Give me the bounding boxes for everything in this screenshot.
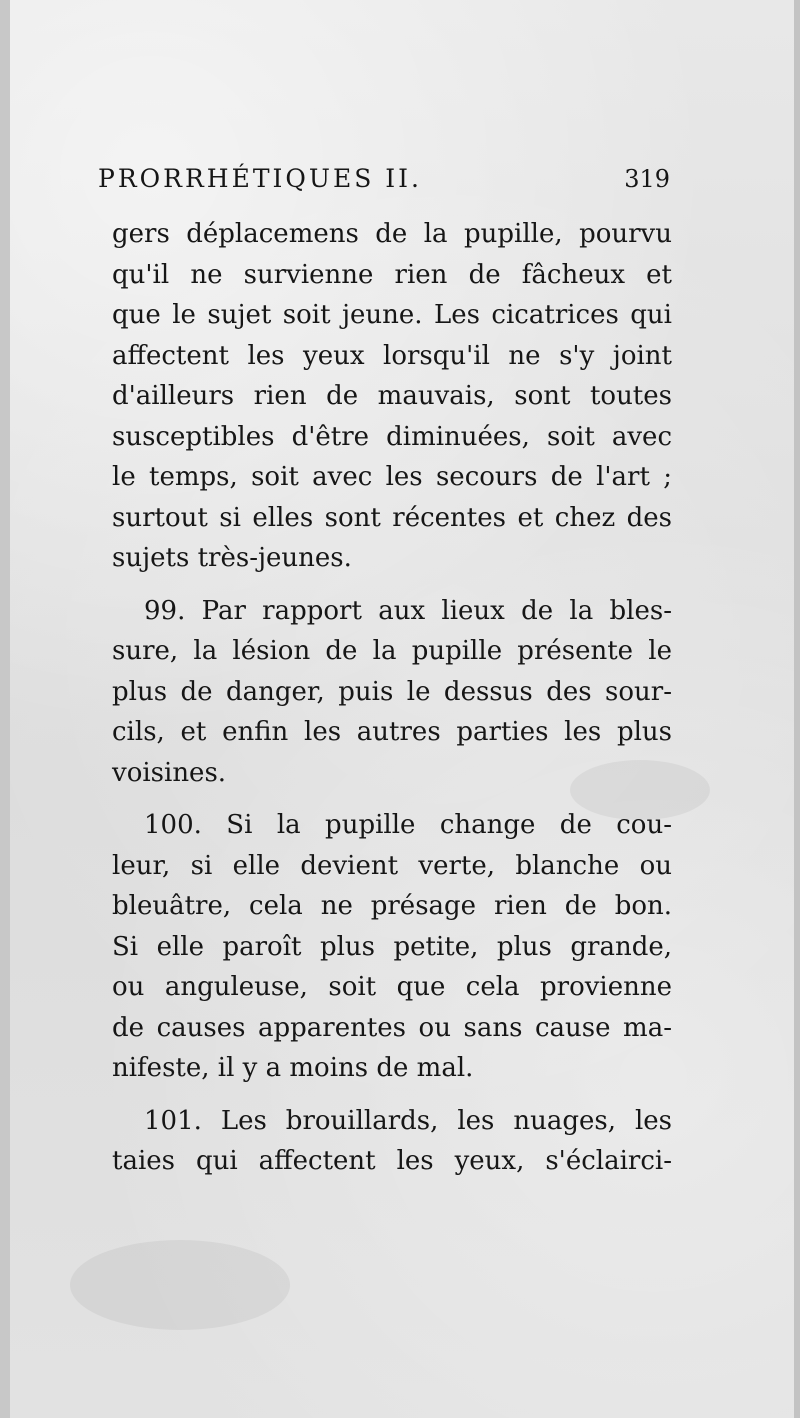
text-line: gers déplacemens de la pupille, pourvu	[112, 219, 672, 249]
text-line: sujets très-jeunes.	[112, 543, 352, 573]
text-line: 100. Si la pupille change de cou-	[144, 810, 672, 840]
text-line: 101. Les brouillards, les nuages, les	[144, 1105, 672, 1136]
paragraph-continuation	[112, 214, 672, 579]
text-line: susceptibles d'être diminuées, soit avec	[112, 421, 672, 452]
text-line: de causes apparentes ou sans cause ma-	[112, 1012, 672, 1043]
text-line: le temps, soit avec les secours de l'art ;	[112, 462, 672, 492]
text-line: cils, et enfin les autres parties les plus	[112, 717, 672, 747]
text-line: d'ailleurs rien de mauvais, sont toutes	[112, 381, 672, 411]
paragraph-100	[112, 805, 672, 1089]
text-line: qu'il ne survienne rien de fâcheux et	[112, 259, 672, 290]
paragraph-101	[112, 1101, 672, 1182]
text-line: nifeste, il y a moins de mal.	[112, 1053, 474, 1083]
text-line: taies qui affectent les yeux, s'éclairci-	[112, 1146, 672, 1176]
text-line: plus de danger, puis le dessus des sour-	[112, 676, 672, 707]
page-header	[98, 166, 670, 191]
text-line: surtout si elles sont récentes et chez des	[112, 502, 672, 533]
text-line: Si elle paroît plus petite, plus grande,	[112, 931, 672, 962]
text-line: que le sujet soit jeune. Les cicatrices qui	[112, 300, 672, 330]
text-line: sure, la lésion de la pupille présente le	[112, 636, 672, 666]
paragraph-99	[112, 591, 672, 794]
page-number: 319	[624, 165, 670, 193]
text-line: 99. Par rapport aux lieux de la bles-	[144, 595, 672, 626]
paper-stain	[70, 1240, 290, 1330]
text-line: voisines.	[112, 757, 227, 788]
running-title: PRORRHÉTIQUES II.	[98, 164, 422, 193]
body-text	[112, 214, 672, 1194]
text-line: bleuâtre, cela ne présage rien de bon.	[112, 891, 672, 921]
text-line: affectent les yeux lorsqu'il ne s'y joint	[112, 340, 672, 371]
text-line: ou anguleuse, soit que cela provienne	[112, 972, 672, 1002]
text-line: leur, si elle devient verte, blanche ou	[112, 850, 672, 881]
